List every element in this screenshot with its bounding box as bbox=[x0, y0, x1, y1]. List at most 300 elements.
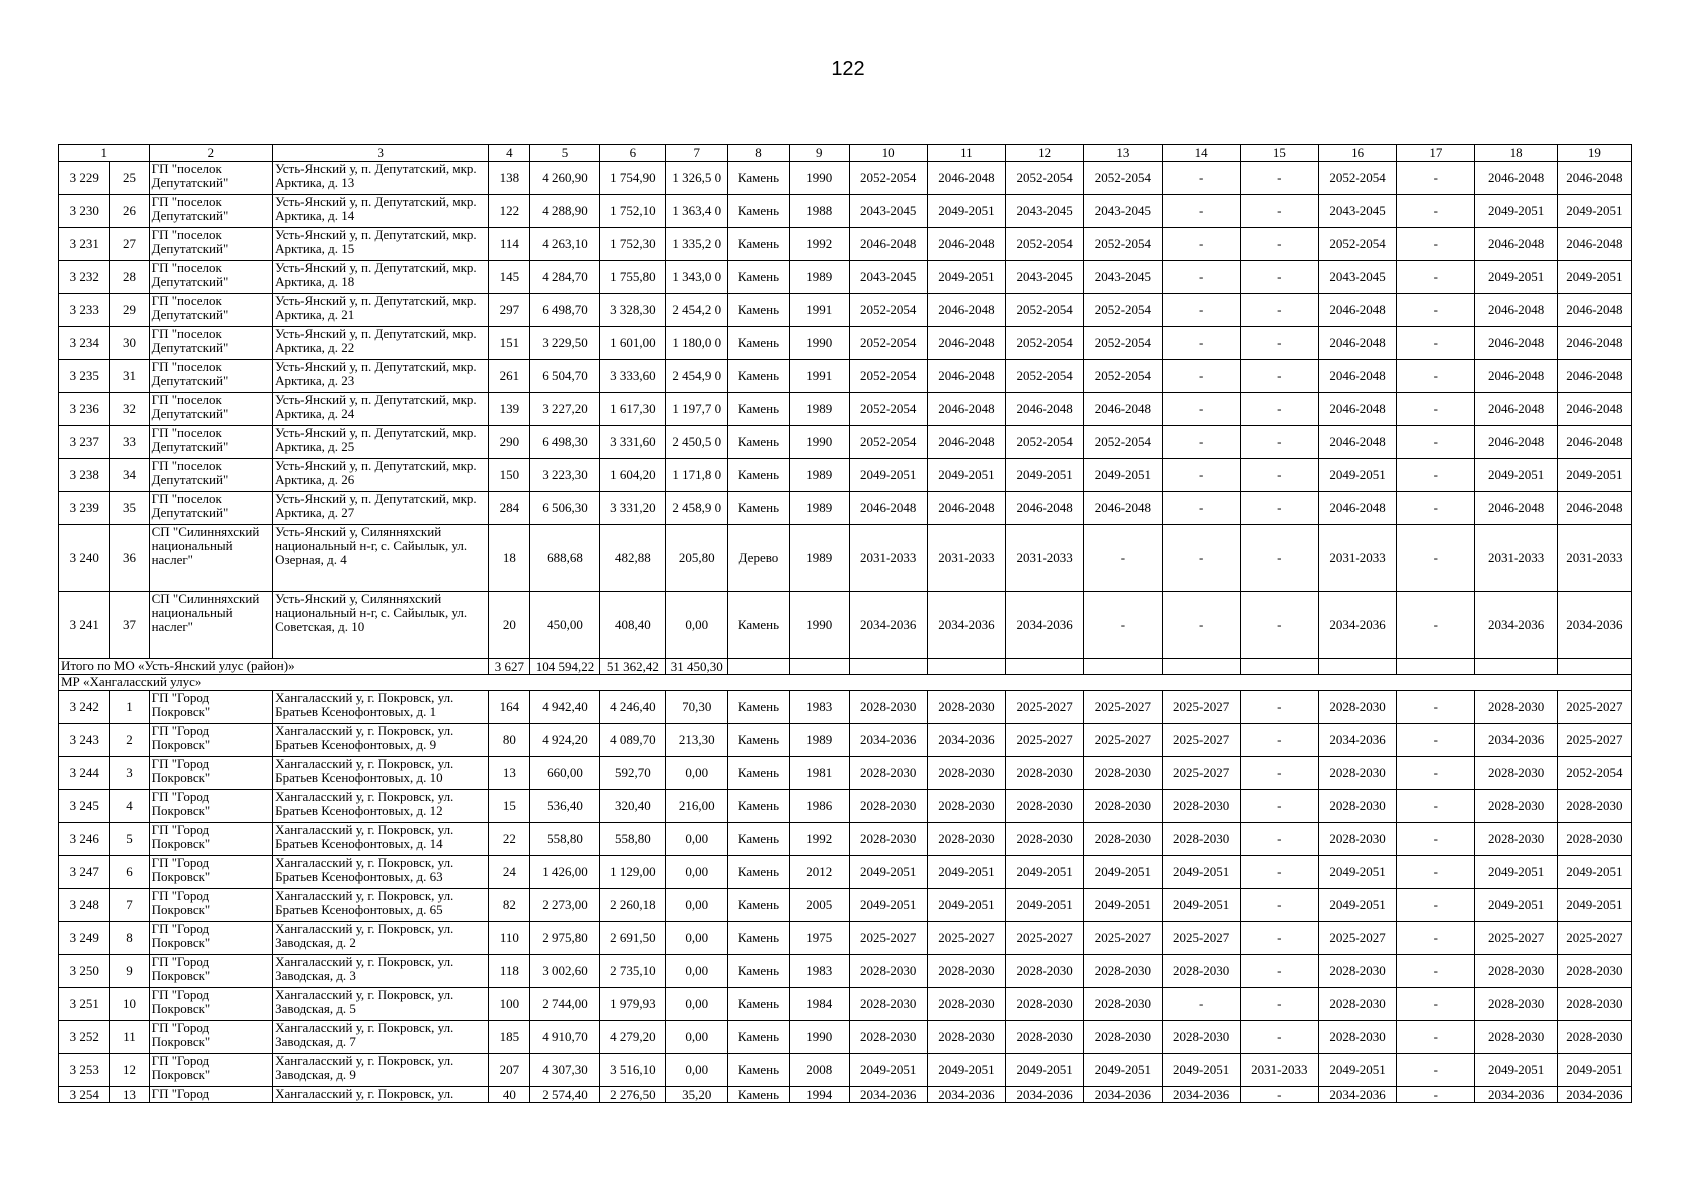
table-cell: Хангаласский у, г. Покровск, ул. bbox=[273, 1087, 489, 1103]
table-cell: 3 245 bbox=[59, 790, 110, 823]
table-cell: 2034-2036 bbox=[1006, 1087, 1084, 1103]
table-cell: - bbox=[1162, 592, 1240, 659]
table-cell: Хангаласский у, г. Покровск, ул. Братьев Ксенофонтовых, д. 9 bbox=[273, 724, 489, 757]
table-cell: 2028-2030 bbox=[1084, 823, 1162, 856]
table-cell: Усть-Янский у, Силянняхский национальный н-г, с. Сайылык, ул. Советская, д. 10 bbox=[273, 592, 489, 659]
table-cell: 0,00 bbox=[666, 889, 728, 922]
table-cell: 2 454,9 0 bbox=[666, 360, 728, 393]
table-cell: 34 bbox=[110, 459, 149, 492]
table-cell: 5 bbox=[110, 823, 149, 856]
table-cell: - bbox=[1240, 1021, 1318, 1054]
header-cell: 2 bbox=[149, 145, 273, 162]
table-cell: - bbox=[1240, 790, 1318, 823]
table-cell: - bbox=[1397, 492, 1475, 525]
table-cell: 284 bbox=[489, 492, 530, 525]
table-row bbox=[59, 757, 1632, 790]
table-cell: Хангаласский у, г. Покровск, ул. Заводская, д. 9 bbox=[273, 1054, 489, 1087]
table-cell: 2049-2051 bbox=[1475, 856, 1557, 889]
table-cell: 2046-2048 bbox=[1557, 393, 1631, 426]
table-cell: 2049-2051 bbox=[1318, 856, 1396, 889]
table-cell: 36 bbox=[110, 525, 149, 592]
empty-cell bbox=[789, 659, 849, 675]
table-cell: 3 247 bbox=[59, 856, 110, 889]
table-cell: - bbox=[1397, 691, 1475, 724]
table-cell: - bbox=[1240, 823, 1318, 856]
table-cell: 37 bbox=[110, 592, 149, 659]
table-cell: Камень bbox=[728, 426, 790, 459]
table-cell: - bbox=[1162, 492, 1240, 525]
table-cell: - bbox=[1397, 1087, 1475, 1103]
table-cell: 2046-2048 bbox=[1318, 294, 1396, 327]
table-cell: - bbox=[1162, 162, 1240, 195]
table-cell: 2052-2054 bbox=[1006, 162, 1084, 195]
header-cell: 5 bbox=[530, 145, 600, 162]
table-cell: 2028-2030 bbox=[1162, 955, 1240, 988]
table-cell: 1992 bbox=[789, 823, 849, 856]
table-cell: 2034-2036 bbox=[1006, 592, 1084, 659]
table-cell: 7 bbox=[110, 889, 149, 922]
table-cell: 2025-2027 bbox=[849, 922, 927, 955]
table-cell: - bbox=[1397, 922, 1475, 955]
table-cell: 3 253 bbox=[59, 1054, 110, 1087]
table-cell: 2046-2048 bbox=[927, 492, 1005, 525]
table-cell: 2052-2054 bbox=[1084, 162, 1162, 195]
table-cell: 2 276,50 bbox=[600, 1087, 666, 1103]
table-cell: 3 331,20 bbox=[600, 492, 666, 525]
table-cell: 2 273,00 bbox=[530, 889, 600, 922]
table-cell: 3 238 bbox=[59, 459, 110, 492]
table-cell: 536,40 bbox=[530, 790, 600, 823]
table-row bbox=[59, 823, 1632, 856]
table-cell: 0,00 bbox=[666, 823, 728, 856]
table-cell: 2046-2048 bbox=[1006, 492, 1084, 525]
total-value: 31 450,30 bbox=[666, 659, 728, 675]
table-cell: 2028-2030 bbox=[849, 955, 927, 988]
table-cell: Камень bbox=[728, 228, 790, 261]
table-row bbox=[59, 261, 1632, 294]
table-cell: 4 924,20 bbox=[530, 724, 600, 757]
table-cell: 2028-2030 bbox=[927, 757, 1005, 790]
table-cell: 1 129,00 bbox=[600, 856, 666, 889]
table-cell: 2025-2027 bbox=[1557, 922, 1631, 955]
table-cell: 2028-2030 bbox=[1318, 691, 1396, 724]
table-cell: 2043-2045 bbox=[1318, 195, 1396, 228]
table-cell: 2052-2054 bbox=[1084, 360, 1162, 393]
table-cell: 297 bbox=[489, 294, 530, 327]
table-row bbox=[59, 162, 1632, 195]
table-cell: 2046-2048 bbox=[1475, 393, 1557, 426]
table-cell: Усть-Янский у, п. Депутатский, мкр. Арктика, д. 13 bbox=[273, 162, 489, 195]
table-cell: 2049-2051 bbox=[849, 889, 927, 922]
table-cell: 1 363,4 0 bbox=[666, 195, 728, 228]
table-cell: - bbox=[1397, 228, 1475, 261]
table-cell: 2028-2030 bbox=[1006, 1021, 1084, 1054]
table-cell: 2049-2051 bbox=[927, 889, 1005, 922]
table-row bbox=[59, 1087, 1632, 1103]
table-cell: - bbox=[1240, 492, 1318, 525]
table-cell: 2028-2030 bbox=[1318, 823, 1396, 856]
table-cell: - bbox=[1084, 592, 1162, 659]
table-row bbox=[59, 856, 1632, 889]
table-cell: 2043-2045 bbox=[1006, 195, 1084, 228]
table-cell: - bbox=[1240, 360, 1318, 393]
table-cell: 1983 bbox=[789, 691, 849, 724]
table-cell: 0,00 bbox=[666, 1021, 728, 1054]
table-cell: 2046-2048 bbox=[1318, 492, 1396, 525]
table-cell: Усть-Янский у, п. Депутатский, мкр. Арктика, д. 22 bbox=[273, 327, 489, 360]
table-cell: - bbox=[1397, 327, 1475, 360]
table-cell: - bbox=[1397, 459, 1475, 492]
table-cell: Камень bbox=[728, 393, 790, 426]
table-cell: 2034-2036 bbox=[1162, 1087, 1240, 1103]
table-cell: 28 bbox=[110, 261, 149, 294]
table-cell: 2034-2036 bbox=[927, 724, 1005, 757]
table-cell: 2028-2030 bbox=[849, 988, 927, 1021]
table-cell: 1989 bbox=[789, 393, 849, 426]
table-cell: - bbox=[1240, 757, 1318, 790]
table-cell: 290 bbox=[489, 426, 530, 459]
table-cell: - bbox=[1240, 889, 1318, 922]
table-cell: 3 241 bbox=[59, 592, 110, 659]
table-cell: 3 243 bbox=[59, 724, 110, 757]
header-cell: 6 bbox=[600, 145, 666, 162]
table-cell: 1990 bbox=[789, 426, 849, 459]
table-cell: 2049-2051 bbox=[1084, 856, 1162, 889]
table-cell: 2025-2027 bbox=[1162, 691, 1240, 724]
table-cell: - bbox=[1240, 228, 1318, 261]
table-cell: ГП "поселок Депутатский" bbox=[149, 261, 273, 294]
table-cell: ГП "поселок Депутатский" bbox=[149, 195, 273, 228]
table-cell: 2049-2051 bbox=[1475, 195, 1557, 228]
table-cell: Камень bbox=[728, 360, 790, 393]
empty-cell bbox=[849, 659, 927, 675]
table-row bbox=[59, 195, 1632, 228]
table-cell: 2 454,2 0 bbox=[666, 294, 728, 327]
table-cell: - bbox=[1240, 724, 1318, 757]
table-cell: 213,30 bbox=[666, 724, 728, 757]
table-cell: - bbox=[1397, 757, 1475, 790]
table-cell: 2046-2048 bbox=[927, 360, 1005, 393]
total-value: 3 627 bbox=[489, 659, 530, 675]
table-cell: 3 bbox=[110, 757, 149, 790]
table-cell: Усть-Янский у, Силянняхский национальный н-г, с. Сайылык, ул. Озерная, д. 4 bbox=[273, 525, 489, 592]
table-cell: 6 498,70 bbox=[530, 294, 600, 327]
table-cell: 1975 bbox=[789, 922, 849, 955]
table-cell: 2052-2054 bbox=[1318, 228, 1396, 261]
table-cell: Хангаласский у, г. Покровск, ул. Заводская, д. 3 bbox=[273, 955, 489, 988]
table-cell: 1990 bbox=[789, 1021, 849, 1054]
table-cell: 2052-2054 bbox=[1557, 757, 1631, 790]
table-cell: 1990 bbox=[789, 162, 849, 195]
table-cell: - bbox=[1397, 1054, 1475, 1087]
total-value: 51 362,42 bbox=[600, 659, 666, 675]
table-cell: 2028-2030 bbox=[1318, 955, 1396, 988]
table-cell: 2 975,80 bbox=[530, 922, 600, 955]
table-cell: 15 bbox=[489, 790, 530, 823]
table-cell: Камень bbox=[728, 691, 790, 724]
table-cell: 2049-2051 bbox=[1557, 195, 1631, 228]
table-cell: 2031-2033 bbox=[1318, 525, 1396, 592]
table-cell: 4 284,70 bbox=[530, 261, 600, 294]
header-cell: 12 bbox=[1006, 145, 1084, 162]
table-cell: 2046-2048 bbox=[1475, 327, 1557, 360]
table-cell: 2052-2054 bbox=[1318, 162, 1396, 195]
table-cell: 2046-2048 bbox=[1475, 360, 1557, 393]
table-cell: 0,00 bbox=[666, 955, 728, 988]
table-cell: 1992 bbox=[789, 228, 849, 261]
table-cell: 1 604,20 bbox=[600, 459, 666, 492]
table-cell: 1991 bbox=[789, 360, 849, 393]
table-cell: 2049-2051 bbox=[1084, 459, 1162, 492]
table-cell: ГП "Город Покровск" bbox=[149, 1021, 273, 1054]
table-cell: 3 333,60 bbox=[600, 360, 666, 393]
table-cell: - bbox=[1397, 294, 1475, 327]
table-cell: - bbox=[1397, 261, 1475, 294]
table-cell: 33 bbox=[110, 426, 149, 459]
table-cell: Хангаласский у, г. Покровск, ул. Заводская, д. 7 bbox=[273, 1021, 489, 1054]
total-value: 104 594,22 bbox=[530, 659, 600, 675]
table-cell: ГП "поселок Депутатский" bbox=[149, 294, 273, 327]
table-cell: 2025-2027 bbox=[1557, 691, 1631, 724]
table-cell: 6 498,30 bbox=[530, 426, 600, 459]
table-cell: ГП "поселок Депутатский" bbox=[149, 393, 273, 426]
table-cell: Хангаласский у, г. Покровск, ул. Братьев Ксенофонтовых, д. 10 bbox=[273, 757, 489, 790]
table-cell: - bbox=[1162, 327, 1240, 360]
table-cell: 2046-2048 bbox=[927, 327, 1005, 360]
table-cell: 20 bbox=[489, 592, 530, 659]
table-cell: 1 754,90 bbox=[600, 162, 666, 195]
table-cell: 2043-2045 bbox=[1318, 261, 1396, 294]
table-cell: ГП "Город Покровск" bbox=[149, 955, 273, 988]
table-cell: 0,00 bbox=[666, 1054, 728, 1087]
table-cell: 2049-2051 bbox=[1162, 889, 1240, 922]
table-cell: - bbox=[1240, 195, 1318, 228]
table-cell: 2028-2030 bbox=[1475, 955, 1557, 988]
table-cell: 2046-2048 bbox=[1475, 162, 1557, 195]
table-cell: 2028-2030 bbox=[1006, 823, 1084, 856]
table-cell: 3 232 bbox=[59, 261, 110, 294]
table-cell: 1991 bbox=[789, 294, 849, 327]
table-cell: 1984 bbox=[789, 988, 849, 1021]
table-cell: Хангаласский у, г. Покровск, ул. Братьев Ксенофонтовых, д. 14 bbox=[273, 823, 489, 856]
table-row bbox=[59, 592, 1632, 659]
table-cell: 3 230 bbox=[59, 195, 110, 228]
table-cell: 2028-2030 bbox=[1475, 823, 1557, 856]
header-cell: 19 bbox=[1557, 145, 1631, 162]
table-row bbox=[59, 1054, 1632, 1087]
table-row bbox=[59, 360, 1632, 393]
empty-cell bbox=[1162, 659, 1240, 675]
table-cell: ГП "Город Покровск" bbox=[149, 757, 273, 790]
table-cell: ГП "поселок Депутатский" bbox=[149, 228, 273, 261]
table-cell: 2025-2027 bbox=[1318, 922, 1396, 955]
table-cell: 4 263,10 bbox=[530, 228, 600, 261]
table-cell: 3 227,20 bbox=[530, 393, 600, 426]
header-cell: 18 bbox=[1475, 145, 1557, 162]
header-cell: 7 bbox=[666, 145, 728, 162]
table-cell: 9 bbox=[110, 955, 149, 988]
table-row bbox=[59, 922, 1632, 955]
table-cell: 592,70 bbox=[600, 757, 666, 790]
table-cell: 2049-2051 bbox=[1475, 889, 1557, 922]
table-cell: 3 244 bbox=[59, 757, 110, 790]
empty-cell bbox=[1397, 659, 1475, 675]
table-cell: 1988 bbox=[789, 195, 849, 228]
table-cell: 2031-2033 bbox=[1240, 1054, 1318, 1087]
table-cell: Камень bbox=[728, 327, 790, 360]
table-cell: 2046-2048 bbox=[1557, 426, 1631, 459]
table-cell: Усть-Янский у, п. Депутатский, мкр. Арктика, д. 14 bbox=[273, 195, 489, 228]
table-cell: 2049-2051 bbox=[1318, 1054, 1396, 1087]
table-row bbox=[59, 294, 1632, 327]
table-cell: 40 bbox=[489, 1087, 530, 1103]
table-cell: 1 426,00 bbox=[530, 856, 600, 889]
table-cell: 3 251 bbox=[59, 988, 110, 1021]
table-cell: 1 197,7 0 bbox=[666, 393, 728, 426]
table-cell: 2028-2030 bbox=[1318, 790, 1396, 823]
table-cell: - bbox=[1397, 823, 1475, 856]
table-cell: 2028-2030 bbox=[1006, 757, 1084, 790]
table-cell: 3 254 bbox=[59, 1087, 110, 1103]
table-cell: 2031-2033 bbox=[1006, 525, 1084, 592]
table-cell: 1 bbox=[110, 691, 149, 724]
table-cell: - bbox=[1240, 294, 1318, 327]
table-cell: 1990 bbox=[789, 327, 849, 360]
table-cell: 2 450,5 0 bbox=[666, 426, 728, 459]
table-cell: 3 229 bbox=[59, 162, 110, 195]
table-cell: 12 bbox=[110, 1054, 149, 1087]
table-cell: 2046-2048 bbox=[1475, 294, 1557, 327]
table-cell: ГП "поселок Депутатский" bbox=[149, 327, 273, 360]
table-cell: 1990 bbox=[789, 592, 849, 659]
table-cell: - bbox=[1240, 592, 1318, 659]
table-cell: 80 bbox=[489, 724, 530, 757]
table-cell: Камень bbox=[728, 162, 790, 195]
table-cell: 408,40 bbox=[600, 592, 666, 659]
table-cell: ГП "поселок Депутатский" bbox=[149, 360, 273, 393]
table-cell: - bbox=[1397, 724, 1475, 757]
table-cell: 2046-2048 bbox=[849, 228, 927, 261]
housing-register-table bbox=[58, 144, 1632, 1103]
table-cell: 10 bbox=[110, 988, 149, 1021]
table-cell: 558,80 bbox=[600, 823, 666, 856]
empty-cell bbox=[1240, 659, 1318, 675]
table-cell: 2046-2048 bbox=[1557, 162, 1631, 195]
table-cell: 2 735,10 bbox=[600, 955, 666, 988]
table-cell: 11 bbox=[110, 1021, 149, 1054]
table-cell: 1 752,30 bbox=[600, 228, 666, 261]
table-cell: 2028-2030 bbox=[1475, 1021, 1557, 1054]
table-cell: 0,00 bbox=[666, 922, 728, 955]
table-cell: 1 171,8 0 bbox=[666, 459, 728, 492]
header-cell: 17 bbox=[1397, 145, 1475, 162]
section-header-row bbox=[59, 675, 1632, 691]
table-cell: 3 235 bbox=[59, 360, 110, 393]
table-cell: 2028-2030 bbox=[927, 823, 1005, 856]
table-cell: 2025-2027 bbox=[1162, 922, 1240, 955]
table-cell: - bbox=[1240, 327, 1318, 360]
table-cell: 3 237 bbox=[59, 426, 110, 459]
table-cell: 2028-2030 bbox=[1162, 1021, 1240, 1054]
table-cell: 2028-2030 bbox=[1084, 988, 1162, 1021]
table-cell: ГП "поселок Депутатский" bbox=[149, 162, 273, 195]
table-cell: ГП "Город Покровск" bbox=[149, 856, 273, 889]
table-cell: 2049-2051 bbox=[1557, 459, 1631, 492]
table-cell: - bbox=[1397, 525, 1475, 592]
table-cell: 150 bbox=[489, 459, 530, 492]
table-cell: 2031-2033 bbox=[927, 525, 1005, 592]
table-cell: 2028-2030 bbox=[1318, 1021, 1396, 1054]
table-cell: 450,00 bbox=[530, 592, 600, 659]
table-cell: - bbox=[1240, 691, 1318, 724]
table-cell: - bbox=[1240, 393, 1318, 426]
table-cell: 2034-2036 bbox=[1084, 1087, 1162, 1103]
table-cell: ГП "Город Покровск" bbox=[149, 988, 273, 1021]
table-cell: 4 260,90 bbox=[530, 162, 600, 195]
table-cell: 2034-2036 bbox=[1475, 1087, 1557, 1103]
table-cell: 4 307,30 bbox=[530, 1054, 600, 1087]
table-cell: - bbox=[1240, 162, 1318, 195]
table-row bbox=[59, 327, 1632, 360]
table-cell: 8 bbox=[110, 922, 149, 955]
table-cell: 2049-2051 bbox=[927, 856, 1005, 889]
table-cell: 18 bbox=[489, 525, 530, 592]
table-cell: 2025-2027 bbox=[1084, 691, 1162, 724]
table-cell: - bbox=[1162, 195, 1240, 228]
table-cell: 1 180,0 0 bbox=[666, 327, 728, 360]
table-cell: ГП "поселок Депутатский" bbox=[149, 492, 273, 525]
table-cell: 2052-2054 bbox=[1006, 426, 1084, 459]
table-cell: 2046-2048 bbox=[927, 426, 1005, 459]
table-cell: 2049-2051 bbox=[927, 195, 1005, 228]
table-cell: 2025-2027 bbox=[1475, 922, 1557, 955]
table-cell: 2034-2036 bbox=[1475, 592, 1557, 659]
table-cell: 2031-2033 bbox=[1557, 525, 1631, 592]
table-cell: - bbox=[1240, 1087, 1318, 1103]
table-cell: 35,20 bbox=[666, 1087, 728, 1103]
table-cell: 2028-2030 bbox=[1475, 691, 1557, 724]
table-cell: 2028-2030 bbox=[927, 1021, 1005, 1054]
empty-cell bbox=[1006, 659, 1084, 675]
header-cell: 15 bbox=[1240, 145, 1318, 162]
table-cell: ГП "Город Покровск" bbox=[149, 790, 273, 823]
table-cell: 2052-2054 bbox=[1006, 228, 1084, 261]
table-cell: 1989 bbox=[789, 525, 849, 592]
table-cell: - bbox=[1162, 426, 1240, 459]
table-cell: 2046-2048 bbox=[1318, 360, 1396, 393]
table-cell: 2031-2033 bbox=[849, 525, 927, 592]
empty-cell bbox=[1557, 659, 1631, 675]
table-cell: 2046-2048 bbox=[1084, 492, 1162, 525]
table-cell: 2043-2045 bbox=[849, 261, 927, 294]
table-cell: 2052-2054 bbox=[849, 294, 927, 327]
table-cell: 2052-2054 bbox=[1084, 327, 1162, 360]
table-cell: 2028-2030 bbox=[1475, 790, 1557, 823]
table-cell: 2025-2027 bbox=[1557, 724, 1631, 757]
table-cell: 2049-2051 bbox=[1318, 889, 1396, 922]
table-cell: 2034-2036 bbox=[1557, 1087, 1631, 1103]
table-cell: 320,40 bbox=[600, 790, 666, 823]
table-cell: 2025-2027 bbox=[1162, 757, 1240, 790]
table-cell: - bbox=[1397, 1021, 1475, 1054]
table-cell: 2049-2051 bbox=[1006, 1054, 1084, 1087]
table-cell: 3 234 bbox=[59, 327, 110, 360]
table-cell: 2046-2048 bbox=[1318, 327, 1396, 360]
table-cell: 24 bbox=[489, 856, 530, 889]
total-row bbox=[59, 659, 1632, 675]
table-cell: 3 331,60 bbox=[600, 426, 666, 459]
table-cell: 13 bbox=[489, 757, 530, 790]
